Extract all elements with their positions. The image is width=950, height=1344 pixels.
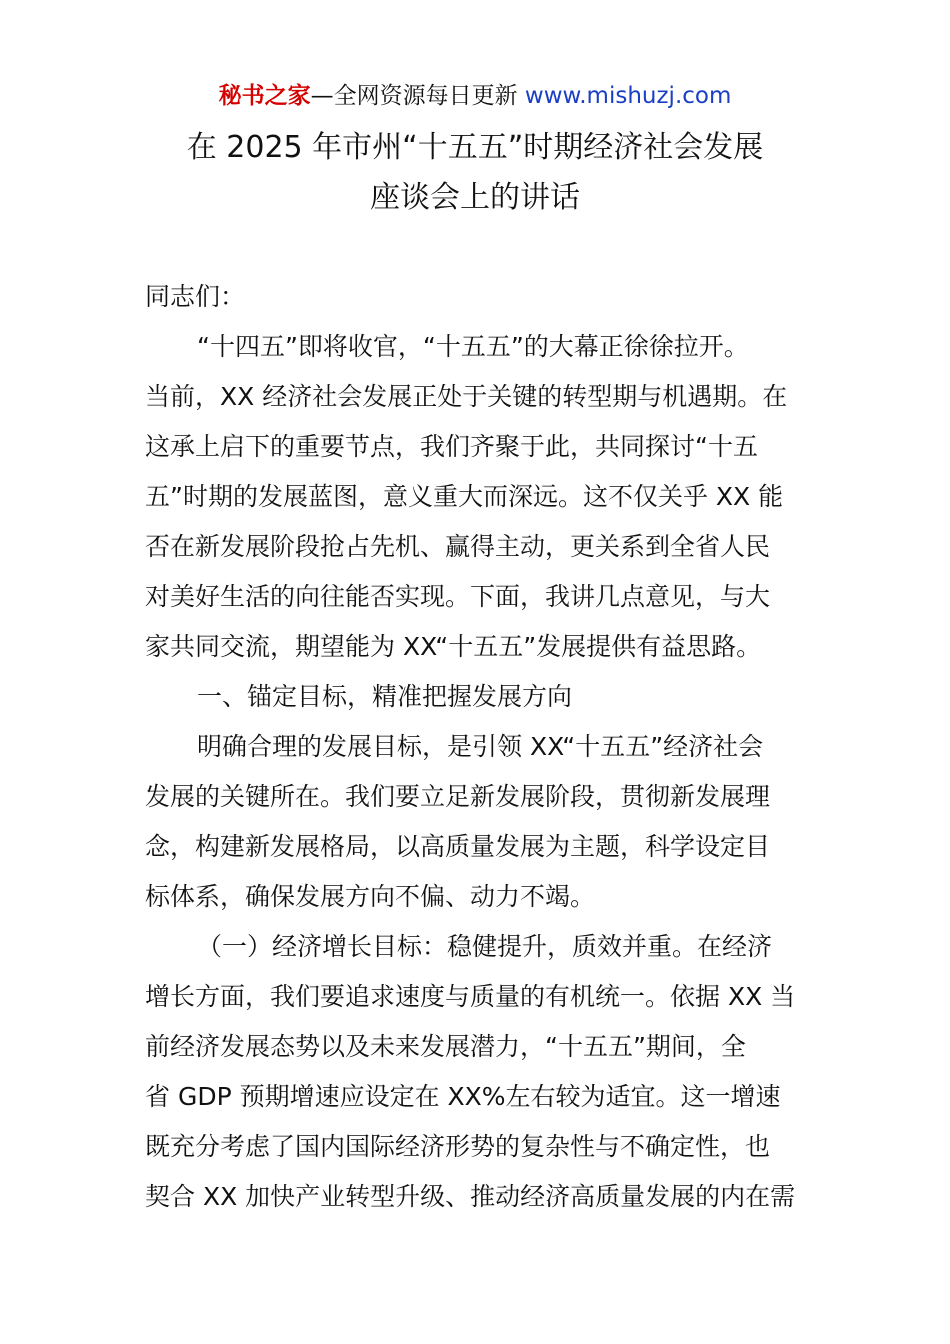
paragraph-line: 念，构建新发展格局，以高质量发展为主题，科学设定目 — [145, 832, 771, 861]
paragraph-line: 这承上启下的重要节点，我们齐聚于此，共同探讨“十五 — [145, 432, 758, 461]
document-title-line-1: 在 2025 年市州“十五五”时期经济社会发展 — [186, 130, 764, 165]
document-title-line-2: 座谈会上的讲话 — [370, 180, 580, 215]
paragraph-line: 契合 XX 加快产业转型升级、推动经济高质量发展的内在需 — [145, 1182, 796, 1211]
paragraph-line: 当前，XX 经济社会发展正处于关键的转型期与机遇期。在 — [145, 382, 788, 411]
paragraph-line: 对美好生活的向往能否实现。下面，我讲几点意见，与大 — [145, 582, 771, 611]
site-tagline: —全网资源每日更新 — [310, 83, 518, 109]
paragraph-line: 明确合理的发展目标，是引领 XX“十五五”经济社会 — [197, 732, 764, 761]
section-heading: 一、锚定目标，精准把握发展方向 — [197, 682, 573, 711]
paragraph-line: 前经济发展态势以及未来发展潜力，“十五五”期间，全 — [145, 1032, 746, 1061]
paragraph-line: “十四五”即将收官，“十五五”的大幕正徐徐拉开。 — [197, 332, 749, 361]
subsection-line: （一）经济增长目标：稳健提升，质效并重。在经济 — [197, 932, 773, 961]
paragraph-line: 五”时期的发展蓝图，意义重大而深远。这不仅关乎 XX 能 — [145, 482, 784, 511]
document-body — [145, 272, 815, 1222]
site-header — [0, 80, 950, 112]
site-brand: 秘书之家 — [218, 83, 311, 109]
salutation: 同志们： — [145, 282, 246, 311]
paragraph-line: 否在新发展阶段抢占先机、赢得主动，更关系到全省人民 — [145, 532, 771, 561]
paragraph-line: 增长方面，我们要追求速度与质量的有机统一。依据 XX 当 — [145, 982, 796, 1011]
paragraph-line: 省 GDP 预期增速应设定在 XX%左右较为适宜。这一增速 — [145, 1082, 781, 1111]
paragraph-line: 家共同交流，期望能为 XX“十五五”发展提供有益思路。 — [145, 632, 762, 661]
paragraph-line: 既充分考虑了国内国际经济形势的复杂性与不确定性，也 — [145, 1132, 771, 1161]
paragraph-line: 标体系，确保发展方向不偏、动力不竭。 — [145, 882, 596, 911]
paragraph-line: 发展的关键所在。我们要立足新发展阶段，贯彻新发展理 — [145, 782, 771, 811]
site-url-link[interactable]: www.mishuzj.com — [524, 83, 732, 109]
